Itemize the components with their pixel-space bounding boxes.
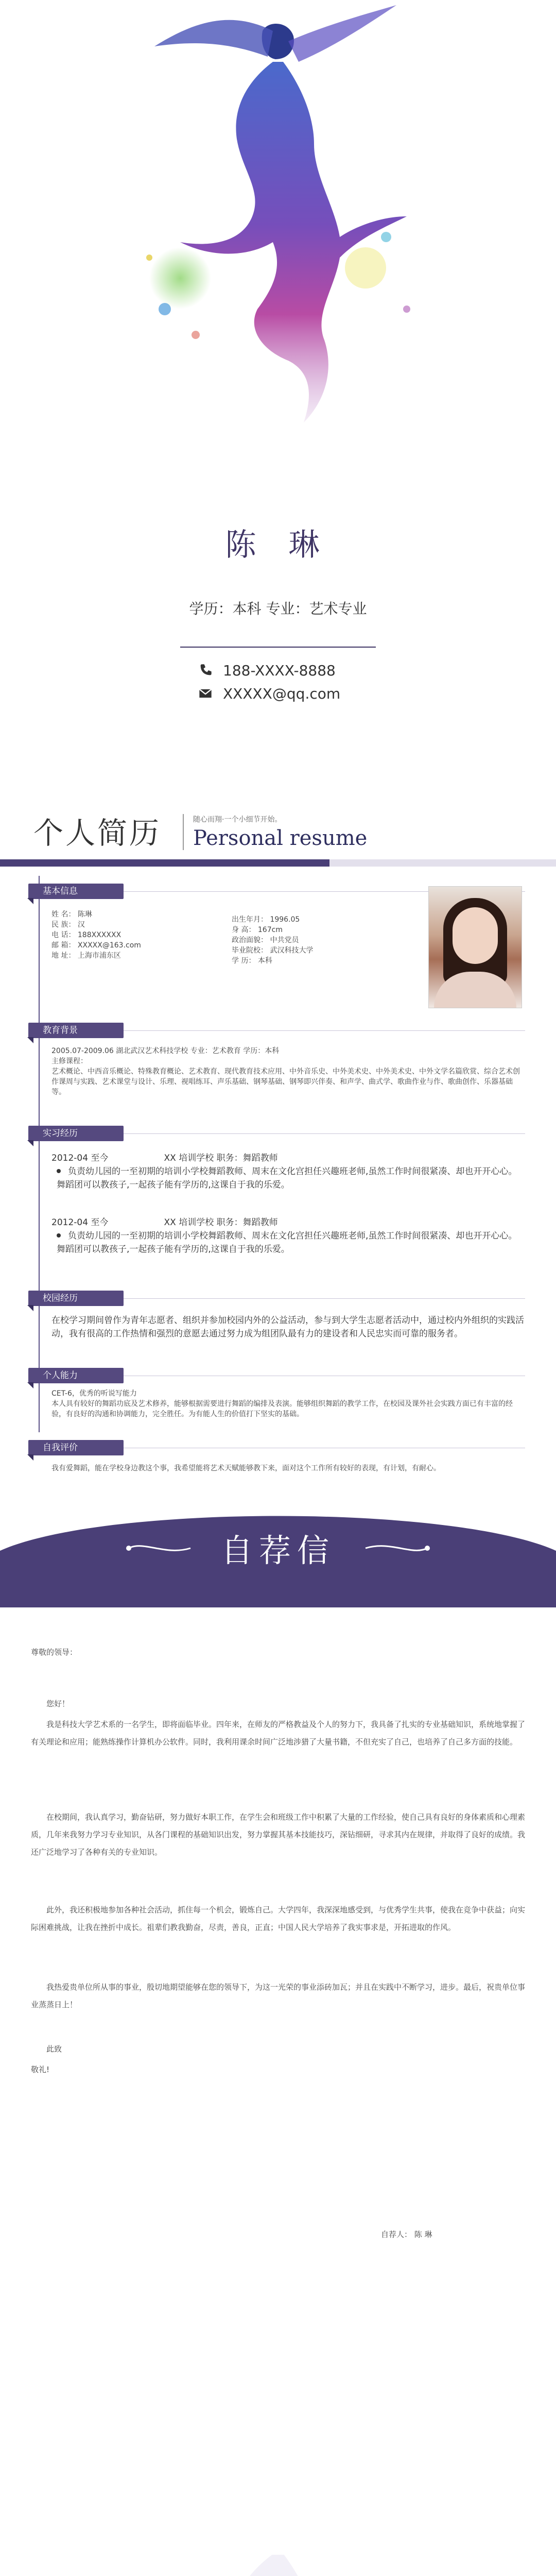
section-rule	[124, 1298, 525, 1299]
basic-field: 政治面貌： 中共党员	[232, 936, 299, 944]
section-campus: 校园经历	[28, 1291, 124, 1306]
experience-item	[51, 1216, 525, 1256]
experience-head: 2012-04 至今 XX 培训学校 职务：舞蹈教师	[51, 1153, 278, 1163]
experience-head: 2012-04 至今 XX 培训学校 职务：舞蹈教师	[51, 1217, 278, 1228]
resume-subtitle: 随心而翔·一个小细节开始。	[193, 816, 282, 824]
header-separator	[183, 814, 184, 850]
experience-desc: 负责幼儿园的一至初期的培训小学校舞蹈教师、周末在文化宫担任兴趣班老师,虽然工作时间很紧凑、却也开开心心。舞蹈团可以教孩子,一起孩子能有学历的,这课自于我的乐爱。	[51, 1165, 525, 1192]
letter-signature: 自荐人： 陈 琳	[381, 2230, 432, 2239]
basic-field: 毕业院校： 武汉科技大学	[232, 946, 314, 955]
letter-closing: 此致	[46, 2044, 62, 2054]
section-experience: 实习经历	[28, 1126, 124, 1141]
education-line: 2005.07-2009.06 湖北武汉艺术科技学校 专业：艺术教育 学历：本科	[51, 1047, 280, 1055]
section-rule	[124, 1133, 525, 1134]
cover-education: 学历：本科 专业：艺术专业	[189, 600, 367, 617]
letter-regards: 敬礼!	[31, 2065, 50, 2074]
experience-desc: 负责幼儿园的一至初期的培训小学校舞蹈教师、周末在文化宫担任兴趣班老师,虽然工作时间很紧凑、却也开开心心。舞蹈团可以教孩子,一起孩子能有学历的,这课自于我的乐爱。	[51, 1229, 525, 1256]
letter-greeting: 尊敬的领导：	[31, 1648, 78, 1657]
evaluation-text: 我有爱舞蹈，能在学校身边教这个事，我希望能将艺术天赋能够教下来，面对这个工作所有较好的表现，有计划，有耐心。	[51, 1464, 441, 1472]
photo-face	[453, 907, 498, 964]
letter-paragraph: 我热爱贵单位所从事的事业，殷切地期望能够在您的领导下，为这一光荣的事业添砖加瓦；并且在实践中不断学习，进步。最后，祝贵单位事业蒸蒸日上！	[31, 1982, 526, 2009]
basic-field: 民 族： 汉	[51, 921, 85, 929]
profile-photo	[428, 886, 522, 1008]
resume-header	[33, 809, 523, 855]
phone-icon	[198, 663, 213, 677]
skills-cet: CET-6，优秀的听说写能力	[51, 1389, 137, 1398]
phone-text: 188-XXXX-8888	[223, 662, 336, 679]
basic-field: 邮 箱： XXXXX@163.com	[51, 941, 141, 950]
cover	[0, 0, 556, 783]
courses-text: 艺术概论、中西音乐概论、特殊教育概论、艺术教育、现代教育技术应用、中外音乐史、中外美术史、中外美术史、中外文学名篇欣赏、综合艺术创作课周与实践、艺术课堂与设计、乐理、视唱练耳、声乐基础、钢琴基础、钢琴即兴伴奏、和声学、曲式学、歌曲作业与作、歌曲创作、乐器基础等。	[51, 1067, 520, 1096]
mail-icon	[198, 686, 213, 701]
letter-paragraph: 此外，我还积极地参加各种社会活动，抓住每一个机会，锻炼自己。大学四年，我深深地感受到，与优秀学生共事，使我在竞争中获益；向实际困难挑战，让我在挫折中成长。祖辈们教我勤奋，尽责，善良，正直；中国人民大学培养了我实事求是，开拓进取的作风。	[31, 1905, 526, 1932]
dancer-watermark	[93, 2447, 463, 2576]
education-block	[51, 1046, 525, 1097]
section-evaluation: 自我评价	[28, 1440, 124, 1455]
campus-text: 在校学习期间曾作为青年志愿者、组织并参加校园内外的公益活动，参与到大学生志愿者活动中，通过校内外组织的实践活动，我有很高的工作热情和强烈的意愿去通过努力成为组团队最有力的建设者和人民忠实而可靠的服务者。	[51, 1315, 524, 1339]
section-skills: 个人能力	[28, 1368, 124, 1383]
timeline-line	[39, 876, 40, 1432]
basic-field: 地 址： 上海市浦东区	[51, 952, 121, 960]
skills-block	[51, 1388, 525, 1419]
basic-field: 电 话： 188XXXXXX	[51, 931, 121, 939]
letter-paragraph: 我是科技大学艺术系的一名学生，即将面临毕业。四年来，在师友的严格教益及个人的努力下，我具备了扎实的专业基础知识，系统地掌握了有关理论和应用；能熟练操作计算机办公软件。同时，我利用课余时间广泛地涉猎了大量书籍，不但充实了自己，也培养了自己多方面的技能。	[31, 1720, 526, 1747]
dancer-illustration	[118, 0, 438, 515]
section-education: 教育背景	[28, 1023, 124, 1038]
cover-name: 陈 琳	[225, 527, 331, 563]
resume-title-en: Personal resume	[193, 826, 368, 850]
cover-phone	[198, 662, 336, 679]
letter-title: 自荐信	[220, 1532, 335, 1569]
cover-email	[198, 685, 340, 702]
cover-divider	[180, 647, 376, 648]
basic-field: 出生年月： 1996.05	[232, 916, 300, 924]
skills-desc: 本人具有较好的舞蹈功底及艺术修养，能够根据需要进行舞蹈的编排及表演。能够组织舞蹈的教学工作，在校园及课外社会实践方面已有丰富的经验，有良好的沟通和协调能力，完全胜任。为有能人生的价值打下坚实的基础。	[51, 1400, 513, 1418]
email-text: XXXXX@qq.com	[223, 685, 341, 702]
left-flourish-icon	[124, 1538, 196, 1558]
letter-paragraph: 在校期间，我认真学习，勤奋钻研，努力做好本职工作，在学生会和班级工作中积累了大量的工作经验，使自己具有良好的身体素质和心理素质，几年来我努力学习专业知识，从各门课程的基础知识出发，努力掌握其基本技能技巧，深钻细研，寻求其内在规律，并取得了良好的成绩。我还广泛地学习了各种有关的专业知识。	[31, 1812, 526, 1857]
resume-title: 个人简历	[33, 816, 162, 851]
basic-field: 身 高： 167cm	[232, 926, 283, 934]
section-rule	[124, 1030, 525, 1031]
right-flourish-icon	[360, 1538, 432, 1558]
basic-right	[232, 914, 313, 966]
basic-left	[51, 909, 141, 961]
experience-item	[51, 1151, 525, 1192]
courses-label: 主修课程：	[51, 1057, 88, 1065]
basic-field: 学 历： 本科	[232, 957, 272, 965]
letter-hello: 您好！	[46, 1699, 70, 1708]
header-bar-accent	[0, 859, 329, 867]
section-basic: 基本信息	[28, 884, 124, 899]
basic-field: 姓 名： 陈琳	[51, 910, 92, 919]
